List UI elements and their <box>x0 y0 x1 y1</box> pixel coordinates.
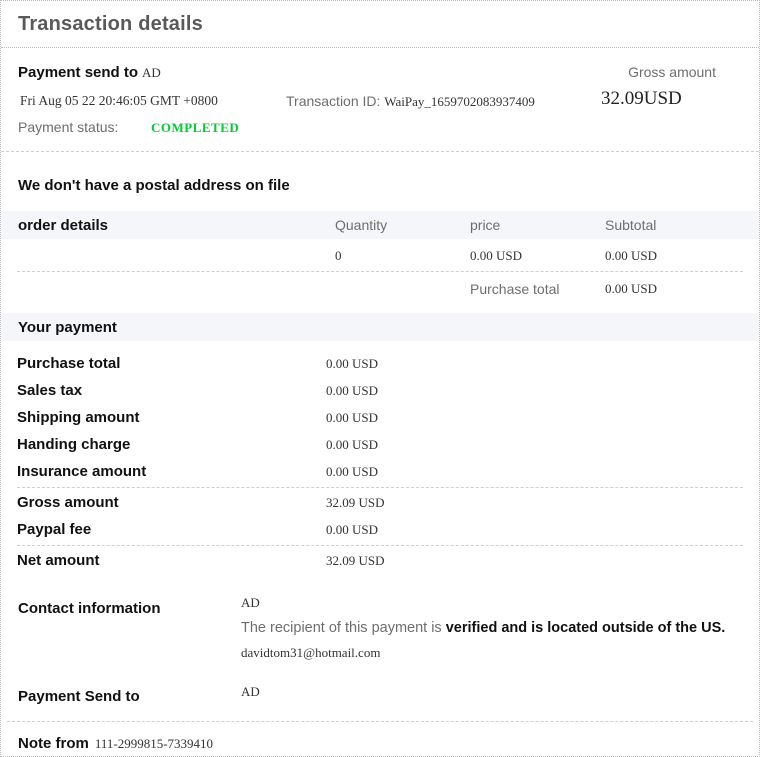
payment-row-label: Gross amount <box>17 494 119 511</box>
page-header <box>1 1 759 48</box>
order-table-row <box>1 241 759 271</box>
payment-row-value: 0.00 USD <box>326 521 379 537</box>
payment-status-label: Payment status: <box>18 119 119 135</box>
payment-row-label: Sales tax <box>17 382 83 399</box>
purchase-total-value: 0.00 USD <box>605 280 658 296</box>
order-price-value: 0.00 USD <box>470 248 523 263</box>
order-quantity-value: 0 <box>335 248 342 263</box>
recipient-text: The recipient of this payment is <box>241 620 446 636</box>
payee-name: AD <box>142 65 161 80</box>
recipient-verified-text: verified and is located outside of the US. <box>445 620 726 636</box>
payment-send-to-line <box>18 64 161 81</box>
recipient-verification-line <box>241 620 725 636</box>
note-section <box>18 735 743 753</box>
transaction-id-label: Transaction ID: <box>286 93 381 109</box>
purchase-total-row <box>1 272 759 305</box>
order-subtotal-value: 0.00 USD <box>605 248 658 263</box>
payment-row-value: 32.09 USD <box>326 494 385 510</box>
purchase-total-label: Purchase total <box>470 280 560 297</box>
postal-address-notice: We don't have a postal address on file <box>18 177 290 194</box>
payment-row-paypal-fee <box>1 516 759 543</box>
transaction-id-value: WaiPay_1659702083937409 <box>384 94 535 109</box>
contact-details <box>241 595 725 670</box>
note-section-divider <box>7 721 753 722</box>
payment-row-gross-amount <box>1 489 759 516</box>
payment-row-label: Net amount <box>17 552 100 569</box>
contact-name: AD <box>241 595 260 610</box>
payment-row-net-amount <box>1 547 759 574</box>
order-details-table <box>1 211 759 305</box>
payment-send-to-section <box>18 684 743 705</box>
transaction-id-line <box>286 93 535 110</box>
payment-row-label: Purchase total <box>17 355 121 372</box>
payment-breakdown <box>1 350 759 574</box>
your-payment-title: Your payment <box>18 318 117 336</box>
payment-row-handing-charge <box>1 431 759 458</box>
payment-row-purchase-total <box>1 350 759 377</box>
your-payment-header <box>1 313 759 341</box>
column-header-subtotal: Subtotal <box>605 217 657 233</box>
column-header-price: price <box>470 217 501 233</box>
payment-send-to-bottom-label: Payment Send to <box>18 688 140 705</box>
note-from-label: Note from <box>18 735 89 752</box>
payment-send-to-label: Payment send to <box>18 64 139 81</box>
column-header-quantity: Quantity <box>335 217 388 233</box>
payment-send-to-bottom-value: AD <box>241 684 260 699</box>
payment-summary-section <box>1 48 759 152</box>
contact-information-section <box>18 595 743 670</box>
gross-amount-value: 32.09USD <box>601 88 682 109</box>
payment-row-value: 0.00 USD <box>326 355 379 371</box>
payment-row-insurance-amount <box>1 458 759 485</box>
payment-status-value: COMPLETED <box>151 120 240 135</box>
payment-row-value: 32.09 USD <box>326 552 385 568</box>
contact-information-label: Contact information <box>18 600 161 617</box>
payment-row-sales-tax <box>1 377 759 404</box>
transaction-date: Fri Aug 05 22 20:46:05 GMT +0800 <box>20 93 218 108</box>
payment-row-label: Shipping amount <box>17 409 140 426</box>
order-table-header-row <box>1 211 759 239</box>
payment-row-value: 0.00 USD <box>326 409 379 425</box>
page-title: Transaction details <box>18 13 203 35</box>
gross-amount-label: Gross amount <box>628 64 716 80</box>
order-details-title: order details <box>18 216 109 234</box>
payment-section-divider <box>17 545 743 546</box>
payment-section-divider <box>17 487 743 488</box>
payment-row-value: 0.00 USD <box>326 382 379 398</box>
payment-row-label: Handing charge <box>17 436 131 453</box>
payment-row-label: Paypal fee <box>17 521 92 538</box>
payment-row-shipping-amount <box>1 404 759 431</box>
payment-row-value: 0.00 USD <box>326 463 379 479</box>
note-from-value: 111-2999815-7339410 <box>94 736 214 751</box>
payment-row-value: 0.00 USD <box>326 436 379 452</box>
payment-row-label: Insurance amount <box>17 463 147 480</box>
contact-email: davidtom31@hotmail.com <box>241 645 381 660</box>
